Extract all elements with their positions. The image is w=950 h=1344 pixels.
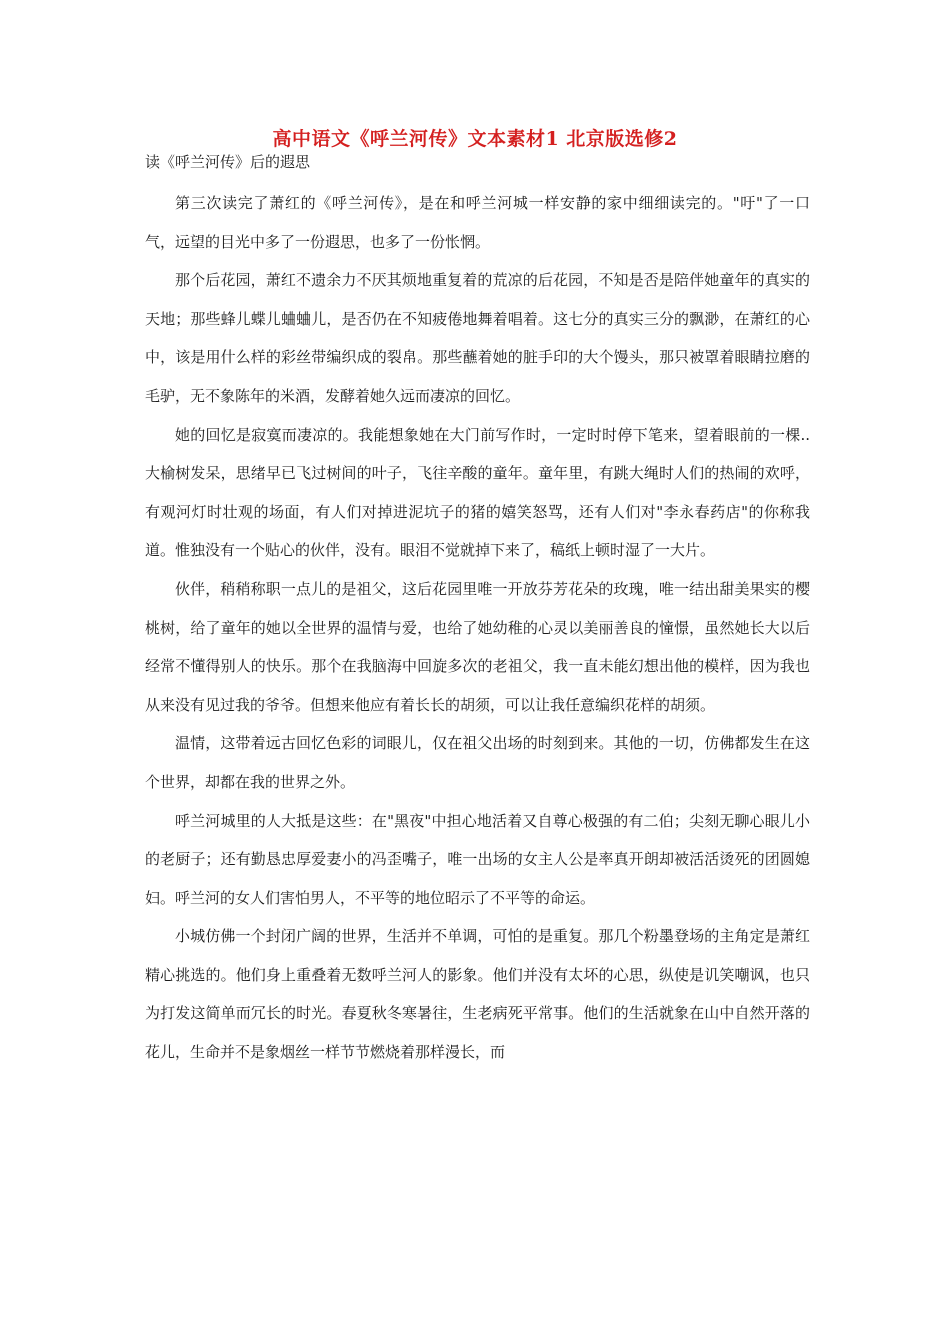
paragraph: 呼兰河城里的人大抵是这些：在"黑夜"中担心地活着又自尊心极强的有二伯；尖刻无聊心眼儿小的老厨子；还有勤恳忠厚爱妻小的冯歪嘴子，唯一出场的女主人公是率真开朗却被活活烫死的团圆媳妇。呼兰河的女人们害怕男人，不平等的地位昭示了不平等的命运。: [145, 811, 810, 907]
paragraph: 小城仿佛一个封闭广阔的世界，生活并不单调，可怕的是重复。那几个粉墨登场的主角定是萧红精心挑选的。他们身上重叠着无数呼兰河人的影象。他们并没有太坏的心思，纵使是讥笑嘲讽，也只为打发这简单而冗长的时光。春夏秋冬寒暑往，生老病死平常事。他们的生活就象在山中自然开落的花儿，生命并不是象烟丝一样节节燃烧着那样漫长，而: [145, 927, 810, 1062]
paragraph: 伙伴，稍稍称职一点儿的是祖父，这后花园里唯一开放芬芳花朵的玫瑰，唯一结出甜美果实的樱桃树，给了童年的她以全世界的温情与爱，也给了她幼稚的心灵以美丽善良的憧憬，虽然她长大以后经常不懂得别人的快乐。那个在我脑海中回旋多次的老祖父，我一直未能幻想出他的模样，因为我也从来没有见过我的爷爷。但想来他应有着长长的胡须，可以让我任意编织花样的胡须。: [145, 579, 810, 714]
document-title: 高中语文《呼兰河传》文本素材1 北京版选修2: [272, 128, 678, 150]
paragraph: 她的回忆是寂寞而凄凉的。我能想象她在大门前写作时，一定时时停下笔来，望着眼前的一棵..大榆树发呆，思绪早已飞过树间的叶子，飞往辛酸的童年。童年里，有跳大绳时人们的热闹的欢呼，有观河灯时壮观的场面，有人们对掉进泥坑子的猪的嬉笑怒骂，还有人们对"李永春药店"的你称我道。惟独没有一个贴心的伙伴，没有。眼泪不觉就掉下来了，稿纸上顿时湿了一大片。: [145, 425, 810, 560]
document-subtitle: 读《呼兰河传》后的遐思: [145, 153, 311, 171]
paragraph: 那个后花园，萧红不遗余力不厌其烦地重复着的荒凉的后花园，不知是否是陪伴她童年的真实的天地；那些蜂儿蝶儿蛐蛐儿，是否仍在不知疲倦地舞着唱着。这七分的真实三分的飘渺，在萧红的心中，该是用什么样的彩丝带编织成的裂帛。那些蘸着她的脏手印的大个馒头，那只被罩着眼睛拉磨的毛驴，无不象陈年的米酒，发酵着她久远而凄凉的回忆。: [145, 271, 810, 405]
paragraph: 第三次读完了萧红的《呼兰河传》，是在和呼兰河城一样安静的家中细细读完的。"吁"了一口气，远望的目光中多了一份遐思，也多了一份怅惘。: [145, 194, 810, 251]
document-body: [145, 184, 810, 1072]
paragraph: 温情，这带着远古回忆色彩的词眼儿，仅在祖父出场的时刻到来。其他的一切，仿佛都发生在这个世界，却都在我的世界之外。: [145, 734, 810, 791]
